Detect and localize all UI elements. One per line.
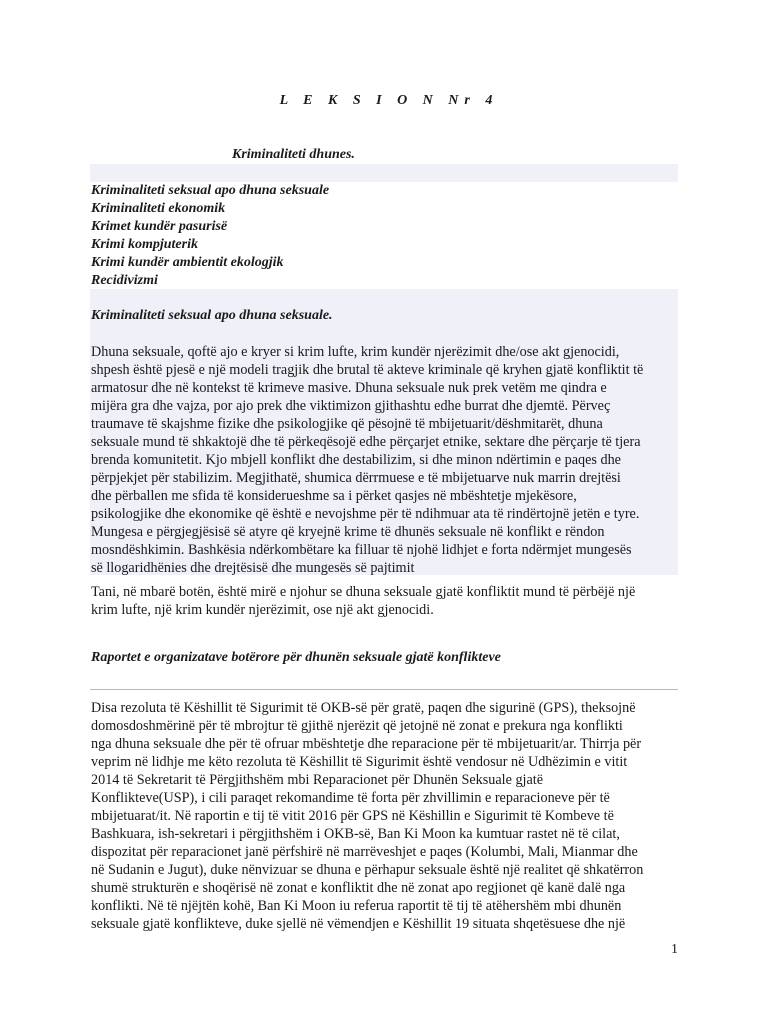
paragraph-line: 2014 të Sekretarit të Përgjithshëm mbi Reparacionet për Dhunën Seksuale gjatë bbox=[91, 772, 544, 788]
horizontal-divider bbox=[90, 689, 678, 690]
paragraph-line: Konflikteve(USP), i cili paraqet rekomandime të forta për zhvillimin e reparacioneve për të bbox=[91, 790, 610, 806]
topic-item: Kriminaliteti seksual apo dhuna seksuale bbox=[91, 183, 330, 198]
paragraph-line: shumë strukturën e shoqërisë në zonat e konfliktit dhe në zonat apo regjionet që kanë dalë nga bbox=[91, 880, 626, 896]
paragraph-line: përpjekjet për stabilizim. Megjithatë, shumica dërrmuese e të mbijetuarve nuk marrin drejtësi bbox=[91, 470, 621, 486]
paragraph-line: konflikti. Në të njëjtën kohë, Ban Ki Moon iu referua raportit të tij të atëhershëm mbi dhunën bbox=[91, 898, 622, 914]
section2-heading: Raportet e organizatave botërore për dhunën seksuale gjatë konflikteve bbox=[91, 650, 501, 665]
paragraph-line: Dhuna seksuale, qoftë ajo e kryer si krim lufte, krim kundër njerëzimit dhe/ose akt gjenocidi, bbox=[91, 344, 620, 360]
paragraph-line: dhe përballen me sfida të konsiderueshme sa i përket qasjes në mbështetje mjekësore, bbox=[91, 488, 577, 504]
paragraph-line: mosndëshkimin. Bashkësia ndërkombëtare ka filluar të njohë lidhjet e forta ndërmjet mungesës bbox=[91, 542, 632, 558]
paragraph-line: dispozitat për reparacionet janë përfshirë në marrëveshjet e paqes (Kolumbi, Mali, Mianmar dhe bbox=[91, 844, 638, 860]
section1-followup-paragraph bbox=[91, 583, 679, 619]
topic-item: Krimet kundër pasurisë bbox=[91, 219, 228, 234]
page-number: 1 bbox=[671, 942, 678, 957]
lesson-title: L E K S I O N Nr 4 bbox=[279, 93, 499, 108]
section1-heading: Kriminaliteti seksual apo dhuna seksuale. bbox=[91, 308, 333, 323]
section1-paragraph bbox=[91, 343, 679, 577]
paragraph-line: së llogaridhënies dhe drejtësisë dhe mungesës së pajtimit bbox=[91, 560, 415, 576]
paragraph-line: mbijetuarat/it. Në raportin e tij të vitit 2016 për GPS në Këshillin e Sigurimit të Kombeve të bbox=[91, 808, 614, 824]
paragraph-line: seksuale gjatë konflikteve, duke sjellë në vëmendjen e Këshillit 19 situata shqetësuese dhe një bbox=[91, 916, 626, 932]
highlight-band-top bbox=[90, 164, 678, 182]
paragraph-line: mijëra gra dhe vajza, por ajo prek dhe viktimizon gjithashtu edhe burrat dhe djemtë. Përveç bbox=[91, 398, 611, 414]
paragraph-line: psikologjike dhe ekonomike që është e nevojshme për të ndihmuar ata të rindërtojnë jetën e tyre. bbox=[91, 506, 640, 522]
section2-paragraph bbox=[91, 699, 679, 933]
paragraph-line: në Sudanin e Jugut), duke nënvizuar se dhuna e përhapur seksuale është një realitet që shkatërron bbox=[91, 862, 644, 878]
paragraph-line: Tani, në mbarë botën, është mirë e njohur se dhuna seksuale gjatë konfliktit mund të përbëjë një bbox=[91, 584, 636, 600]
paragraph-line: veprim në lidhje me këto rezoluta të Këshillit të Sigurimit është vendosur në Udhëzimin e vitit bbox=[91, 754, 628, 770]
paragraph-line: Disa rezoluta të Këshillit të Sigurimit të OKB-së për gratë, paqen dhe sigurinë (GPS), theksojnë bbox=[91, 700, 636, 716]
paragraph-line: brenda komunitetit. Kjo mbjell konflikt dhe destabilizim, si dhe minon ndërtimin e paqes dhe bbox=[91, 452, 621, 468]
paragraph-line: shpesh është pjesë e një modeli tragjik dhe brutal të akteve kriminale që kryhen gjatë konfliktit të bbox=[91, 362, 644, 378]
topic-item: Krimi kundër ambientit ekologjik bbox=[91, 255, 284, 270]
topic-item: Krimi kompjuterik bbox=[91, 237, 198, 252]
topic-item: Recidivizmi bbox=[91, 273, 158, 288]
paragraph-line: Mungesa e përgjegjësisë së atyre që kryejnë krime të dhunës seksuale në konflikt e rëndon bbox=[91, 524, 605, 540]
lesson-subtitle: Kriminaliteti dhunes. bbox=[232, 147, 355, 162]
paragraph-line: armatosur dhe në kontekst të krimeve masive. Dhuna seksuale nuk prek vetëm me qindra e bbox=[91, 380, 607, 396]
paragraph-line: seksuale mund të shkaktojë dhe të përkeqësojë edhe përçarjet etnike, sektare dhe përçarje të tjera bbox=[91, 434, 641, 450]
paragraph-line: traumave të skajshme fizike dhe psikologjike që pësojnë të mbijetuarit/dëshmitarët, dhuna bbox=[91, 416, 603, 432]
paragraph-line: domosdoshmërinë për të mbrojtur të gjithë njerëzit që jetojnë në zonat e prekura nga konflikti bbox=[91, 718, 623, 734]
paragraph-line: nga dhuna seksuale dhe për të ofruar mbështetje dhe reparacione për të mbijetuarit/ar. Thirrja për bbox=[91, 736, 642, 752]
topic-item: Kriminaliteti ekonomik bbox=[91, 201, 226, 216]
paragraph-line: krim lufte, një krim kundër njerëzimit, ose një akt gjenocidi. bbox=[91, 602, 434, 618]
topic-list bbox=[91, 182, 677, 290]
paragraph-line: Bashkuara, ish-sekretari i përgjithshëm i OKB-së, Ban Ki Moon ka kumtuar rastet në të cilat, bbox=[91, 826, 620, 842]
